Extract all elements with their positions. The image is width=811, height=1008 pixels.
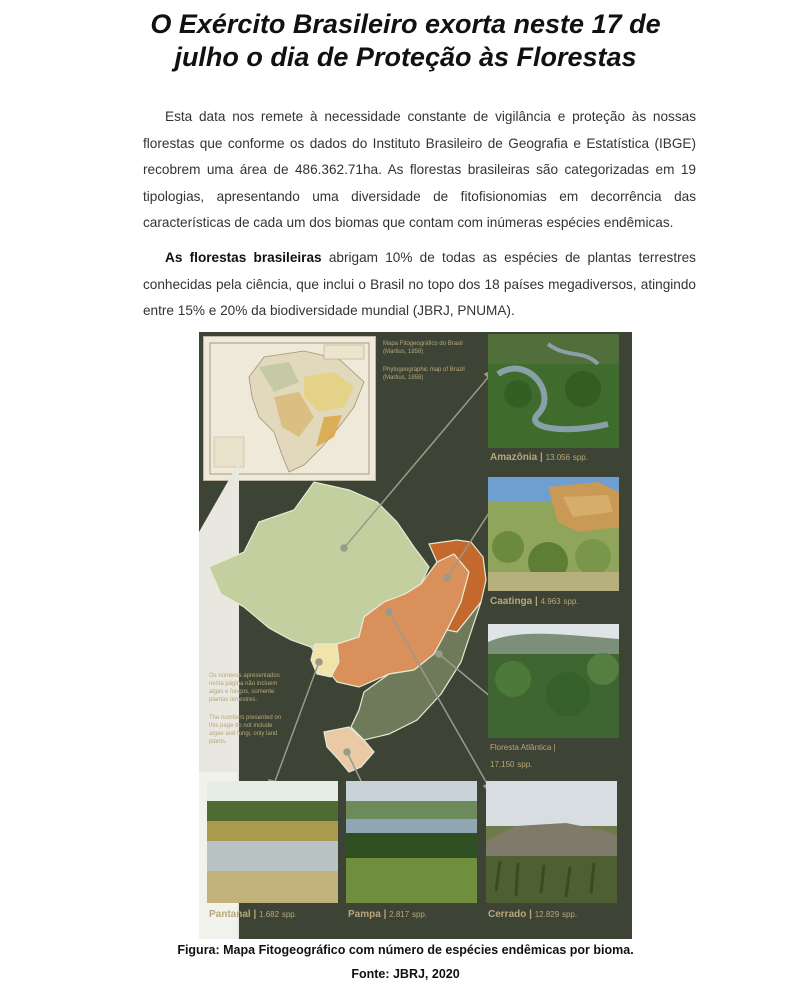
diversity-paragraph bbox=[143, 245, 696, 325]
biome-figure bbox=[199, 332, 632, 939]
pantanal-label bbox=[209, 909, 297, 920]
atlantic-forest-name: Floresta Atlântica | bbox=[490, 743, 556, 752]
amazonia-photo bbox=[488, 334, 619, 448]
pampa-name: Pampa | bbox=[348, 909, 387, 920]
caatinga-label bbox=[490, 596, 579, 607]
pampa-unit: spp. bbox=[411, 910, 428, 919]
caatinga-name: Caatinga | bbox=[490, 596, 538, 607]
amazonia-label bbox=[490, 452, 588, 463]
pantanal-photo bbox=[207, 781, 338, 903]
caatinga-count: 4.963 bbox=[540, 597, 561, 606]
pantanal-count: 1.682 bbox=[259, 910, 280, 919]
note-en: The numbers presented on this page do not include algae and fungi, only land plants. bbox=[209, 715, 282, 745]
cerrado-name: Cerrado | bbox=[488, 909, 532, 920]
cerrado-photo bbox=[486, 781, 617, 903]
caatinga-unit: spp. bbox=[563, 597, 579, 606]
atlantic-forest-photo bbox=[488, 624, 619, 738]
caatinga-photo bbox=[488, 477, 619, 591]
atlantic-forest-count: 17.150 bbox=[490, 760, 515, 769]
amazonia-count: 13.056 bbox=[545, 453, 571, 462]
atlantic-forest-unit: spp. bbox=[517, 760, 533, 769]
historical-map-caption-en: Phytogeographic map of Brazil (Martius, 1858) bbox=[383, 367, 465, 381]
pantanal-name: Pantanal | bbox=[209, 909, 257, 920]
atlantic-forest-count-label bbox=[490, 759, 532, 770]
intro-paragraph: Esta data nos remete à necessidade constante de vigilância e proteção às nossas florestas que conforme os dados do Instituto Brasileiro de Geografia e Estatística (IBGE) recobrem uma área de 486.362.71ha. As florestas brasileiras são categorizadas em 19 tipologias, apresentando uma diversidade de fitofisionomias em decorrência das características de cada um dos biomas que contam com inúmeras espécies endêmicas. bbox=[143, 109, 696, 230]
title-line-2: julho o dia de Proteção às Florestas bbox=[174, 42, 637, 72]
amazonia-name: Amazônia | bbox=[490, 452, 543, 463]
pampa-label bbox=[348, 909, 427, 920]
atlantic-forest-label bbox=[490, 742, 556, 753]
diversity-paragraph-bold: As florestas brasileiras bbox=[165, 250, 322, 265]
historical-map-caption-pt: Mapa Fitogeográfico do Brasil (Martius, 1858) bbox=[383, 341, 463, 355]
page-title bbox=[0, 8, 811, 74]
cerrado-count: 12.829 bbox=[534, 910, 560, 919]
amazonia-unit: spp. bbox=[572, 453, 588, 462]
pantanal-unit: spp. bbox=[281, 910, 297, 919]
pampa-count: 2.817 bbox=[389, 910, 410, 919]
figure-source: Fonte: JBRJ, 2020 bbox=[351, 967, 460, 981]
diversity-paragraph-text: abrigam 10% de todas as espécies de plantas terrestres conhecidas pela ciência, que inclui o Brasil no topo dos 18 países megadiversos, atingindo entre 15% e 20% da biodiversidade mundial (JBRJ, PNUMA). bbox=[143, 250, 696, 318]
amazonia-arrow bbox=[344, 374, 491, 548]
cerrado-label bbox=[488, 909, 577, 920]
pampa-photo bbox=[346, 781, 477, 903]
figure-caption: Figura: Mapa Fitogeográfico com número de espécies endêmicas por bioma. bbox=[177, 943, 634, 957]
title-line-1: O Exército Brasileiro exorta neste 17 de bbox=[150, 9, 661, 39]
note-pt: Os números apresentados nesta página não incluem algas e fungos, somente plantas terrestres. bbox=[209, 673, 280, 703]
cerrado-unit: spp. bbox=[561, 910, 578, 919]
